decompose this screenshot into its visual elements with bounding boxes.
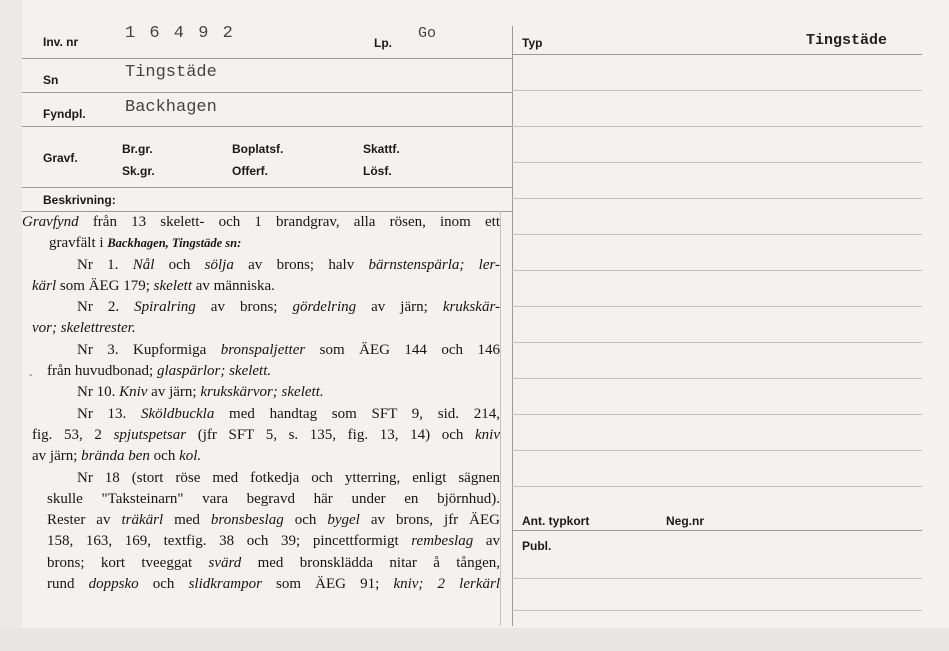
fyndpl-value: Backhagen: [125, 98, 217, 117]
card-bottom-edge: [0, 628, 949, 651]
skgr-label: Sk.gr.: [122, 164, 155, 178]
skattf-label: Skattf.: [363, 142, 400, 156]
description-line: vor; skelettrester.: [32, 320, 136, 337]
typ-value: Tingstäde: [806, 32, 888, 49]
brgr-label: Br.gr.: [122, 142, 153, 156]
description-line: av järn; brända ben och kol.: [32, 448, 202, 465]
neg-nr-label: Neg.nr: [666, 514, 705, 528]
beskrivning-label: Beskrivning:: [43, 193, 116, 207]
rule-line: [512, 578, 922, 579]
rule-line: [512, 378, 922, 379]
description-line: Nr 18 (stort röse med fotkedja och ytterring, enligt sägnen: [77, 469, 500, 486]
rule-line: [512, 450, 922, 451]
description-line: Nr 13. Sköldbuckla med handtag som SFT 9, sid. 214,: [77, 405, 500, 422]
description-line: Nr 10. Kniv av järn; krukskärvor; skelett.: [77, 384, 324, 401]
sn-label: Sn: [43, 73, 59, 87]
rule-line: [512, 486, 922, 487]
description-line: skulle "Taksteinarn" vara begravd här under en björnhud).: [47, 490, 500, 507]
description-line: gravfält i Backhagen, Tingstäde sn:: [49, 235, 242, 252]
publ-label: Publ.: [522, 539, 552, 553]
description-line: rund doppsko och slidkrampor som ÄEG 91; kniv; 2 lerkärl: [47, 576, 501, 593]
description-line: Gravfynd från 13 skelett- och 1 brandgrav, alla rösen, inom ett: [22, 214, 500, 230]
rule-line: [22, 92, 512, 93]
rule-line: [512, 414, 922, 415]
description-line: Nr 1. Nål och sölja av brons; halv bärnstenspärla; ler-: [77, 256, 501, 273]
boplatsf-label: Boplatsf.: [232, 142, 284, 156]
ant-typkort-label: Ant. typkort: [522, 514, 590, 528]
description-line: Rester av träkärl med bronsbeslag och bygel av brons, jfr ÄEG: [47, 512, 500, 529]
rule-line: [512, 162, 922, 163]
description-line: fig. 53, 2 spjutspetsar (jfr SFT 5, s. 135, fig. 13, 14) och kniv: [32, 426, 500, 443]
card-left-edge: [0, 0, 22, 651]
rule-line: [512, 342, 922, 343]
rule-line: [512, 126, 922, 127]
gravf-label: Gravf.: [43, 151, 78, 165]
description-line: Nr 3. Kupformiga bronspaljetter som ÄEG 144 och 146: [77, 341, 500, 358]
description-line: 158, 163, 169, textfig. 38 och 39; pincettformigt rembeslag av: [47, 533, 500, 550]
sn-value: Tingstäde: [125, 63, 217, 82]
typ-label: Typ: [522, 36, 543, 50]
column-divider: [512, 26, 513, 626]
rule-line: [512, 234, 922, 235]
inv-nr-value: 1 6 4 9 2: [125, 24, 235, 43]
description-line: från huvudbonad; glaspärlor; skelett.: [47, 363, 272, 380]
losf-label: Lösf.: [363, 164, 392, 178]
fyndpl-label: Fyndpl.: [43, 107, 86, 121]
description-line: Nr 2. Spiralring av brons; gördelring av järn; krukskär-: [77, 299, 500, 316]
description-line: brons; kort tveeggat svärd med bronsklädda nitar å tången,: [47, 554, 500, 571]
rule-line: [22, 58, 512, 59]
description-line: kärl som ÄEG 179; skelett av människa.: [32, 277, 275, 294]
rule-line: [512, 54, 922, 55]
rule-line: [22, 126, 512, 127]
rule-line: [512, 610, 922, 611]
rule-line: [512, 530, 922, 531]
rule-line: [512, 90, 922, 91]
lp-value: Go: [418, 25, 437, 42]
rule-line: [512, 198, 922, 199]
margin-mark: -: [29, 370, 33, 381]
rule-line: [512, 306, 922, 307]
rule-line: [22, 187, 512, 188]
inv-nr-label: Inv. nr: [43, 35, 79, 49]
column-divider: [500, 211, 501, 626]
lp-label: Lp.: [374, 36, 392, 50]
offerf-label: Offerf.: [232, 164, 268, 178]
rule-line: [512, 270, 922, 271]
description-text: [22, 212, 500, 595]
